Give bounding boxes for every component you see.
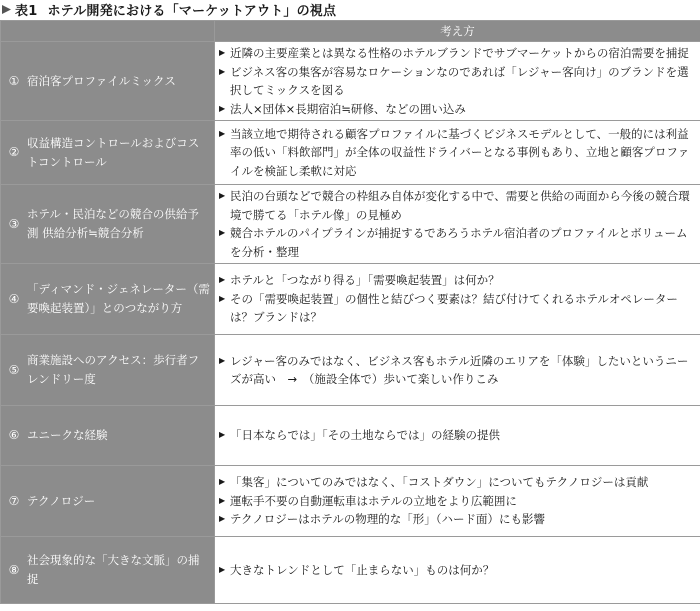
category-number: ⑥ <box>8 428 20 442</box>
header-cell: 考え方 <box>215 21 700 42</box>
table-title: ホテル開発における「マーケットアウト」の視点 <box>47 4 337 19</box>
category-label: 収益構造コントロールおよびコストコントロール <box>27 135 200 169</box>
category-label: 宿泊客プロファイルミックス <box>27 73 176 88</box>
bullet-triangle-icon: ▶ <box>219 128 226 138</box>
table-row <box>1 406 700 466</box>
list-item <box>219 125 694 181</box>
table-body <box>1 42 700 604</box>
table-row <box>1 537 700 604</box>
approach-cell <box>215 466 700 537</box>
list-item <box>219 63 694 100</box>
approach-cell <box>215 121 700 185</box>
list-item-text: 大きなトレンドとして「止まらない」ものは何か？ <box>230 562 495 577</box>
table-caption <box>0 0 700 19</box>
perspective-table <box>0 20 700 604</box>
category-number: ③ <box>8 216 20 231</box>
list-item <box>219 510 694 529</box>
category-cell <box>1 121 215 185</box>
list-item-text: テクノロジーはホテルの物理的な「形」（ハード面）にも影響 <box>230 512 545 527</box>
bullet-triangle-icon: ▶ <box>219 228 226 237</box>
bullet-triangle-icon: ▶ <box>219 275 226 285</box>
list-item <box>219 100 694 119</box>
bullet-triangle-icon: ▶ <box>219 477 226 487</box>
bullet-triangle-icon: ▶ <box>219 191 226 200</box>
category-cell <box>1 264 215 335</box>
category-cell <box>1 537 215 604</box>
list-item-text: 法人×団体×長期宿泊≒研修、などの囲い込み <box>230 101 466 116</box>
approach-cell <box>215 335 700 406</box>
approach-cell <box>215 406 700 466</box>
category-label: 社会現象的な「大きな文脈」の捕捉 <box>27 553 200 586</box>
list-item-text: 民泊の台頭などで競合の枠組み自体が変化する中で、需要と供給の両面から今後の競合環境で勝てる「ホテル像」の見極め <box>230 189 690 222</box>
category-number: ① <box>8 73 20 88</box>
category-label: 「ディマンド・ジェネレーター（需要喚起装置）」とのつながり方 <box>27 282 210 315</box>
list-item <box>219 426 694 445</box>
list-item-text: 運転手不要の自動運転車はホテルの立地をより広範囲に <box>230 493 517 508</box>
category-cell <box>1 42 215 121</box>
bullet-triangle-icon: ▶ <box>219 48 226 57</box>
approach-cell <box>215 264 700 335</box>
list-item <box>219 352 694 389</box>
list-item-text: 「集客」についてのみではなく、「コストダウン」についてもテクノロジーは貢献 <box>230 475 649 490</box>
bullet-triangle-icon: ▶ <box>219 293 226 303</box>
table-number: 表1 <box>15 4 38 19</box>
bullet-triangle-icon: ▶ <box>219 514 226 524</box>
list-item-text: ホテルと「つながり得る」「需要喚起装置」は何か？ <box>230 273 500 288</box>
table-row <box>1 335 700 406</box>
bullet-triangle-icon: ▶ <box>219 430 226 440</box>
list-item-text: レジャー客のみではなく、ビジネス客もホテル近隣のエリアを「体験」したいというニーズが高い → （施設全体で）歩いて楽しい作りこみ <box>230 353 689 386</box>
list-item <box>219 224 694 261</box>
header-blank-cell <box>1 21 215 42</box>
list-item <box>219 561 694 580</box>
table-row <box>1 121 700 185</box>
category-label: テクノロジー <box>27 493 96 508</box>
list-item-text: その「需要喚起装置」の個性と結びつく要素は？結び付けてくれるホテルオペレーターは？ブランドは？ <box>230 291 678 325</box>
list-item <box>219 492 694 511</box>
bullet-triangle-icon: ▶ <box>219 564 226 574</box>
approach-cell <box>215 537 700 604</box>
list-item-text: 当該立地で期待される顧客プロファイルに基づくビジネスモデルとして、一般的には利益率の低い「料飲部門」が全体の収益性ドライバーとなる事例もあり、立地と顧客プロファイルを検証し柔軟に対応 <box>230 126 690 178</box>
category-label: ホテル・民泊などの競合の供給予測 供給分析≒競合分析 <box>27 207 199 240</box>
bullet-triangle-icon: ▶ <box>219 103 226 113</box>
table-row <box>1 264 700 335</box>
list-item <box>219 187 694 224</box>
list-item-text: ビジネス客の集客が容易なロケーションなのであれば「レジャー客向け」のブランドを選択してミックスを図る <box>230 64 689 97</box>
category-number: ⑧ <box>8 562 20 577</box>
category-cell <box>1 406 215 466</box>
table-row <box>1 185 700 264</box>
bullet-triangle-icon: ▶ <box>219 355 226 365</box>
list-item <box>219 473 694 492</box>
bullet-triangle-icon: ▶ <box>219 495 226 505</box>
list-item <box>219 271 694 290</box>
category-number: ④ <box>8 291 20 306</box>
category-number: ⑤ <box>8 362 20 377</box>
approach-cell <box>215 42 700 121</box>
category-label: 商業施設へのアクセス：歩行者フレンドリー度 <box>27 353 200 386</box>
list-item-text: 近隣の主要産業とは異なる性格のホテルブランドでサブマーケットからの宿泊需要を捕捉 <box>230 46 689 60</box>
category-number: ⑦ <box>8 493 20 508</box>
category-number: ② <box>8 145 20 159</box>
table-row <box>1 42 700 121</box>
bullet-triangle-icon: ▶ <box>219 66 226 76</box>
list-item <box>219 290 694 327</box>
list-item-text: 「日本ならでは」「その土地ならでは」の経験の提供 <box>230 428 501 443</box>
category-cell <box>1 185 215 264</box>
table-row <box>1 466 700 537</box>
list-item-text: 競合ホテルのパイプラインが捕捉するであろうホテル宿泊者のプロファイルとボリュームを分析・整理 <box>230 226 688 259</box>
category-cell <box>1 466 215 537</box>
approach-cell <box>215 185 700 264</box>
list-item <box>219 44 694 63</box>
caption-marker-icon <box>2 5 11 14</box>
category-cell <box>1 335 215 406</box>
category-label: ユニークな経験 <box>27 428 108 442</box>
